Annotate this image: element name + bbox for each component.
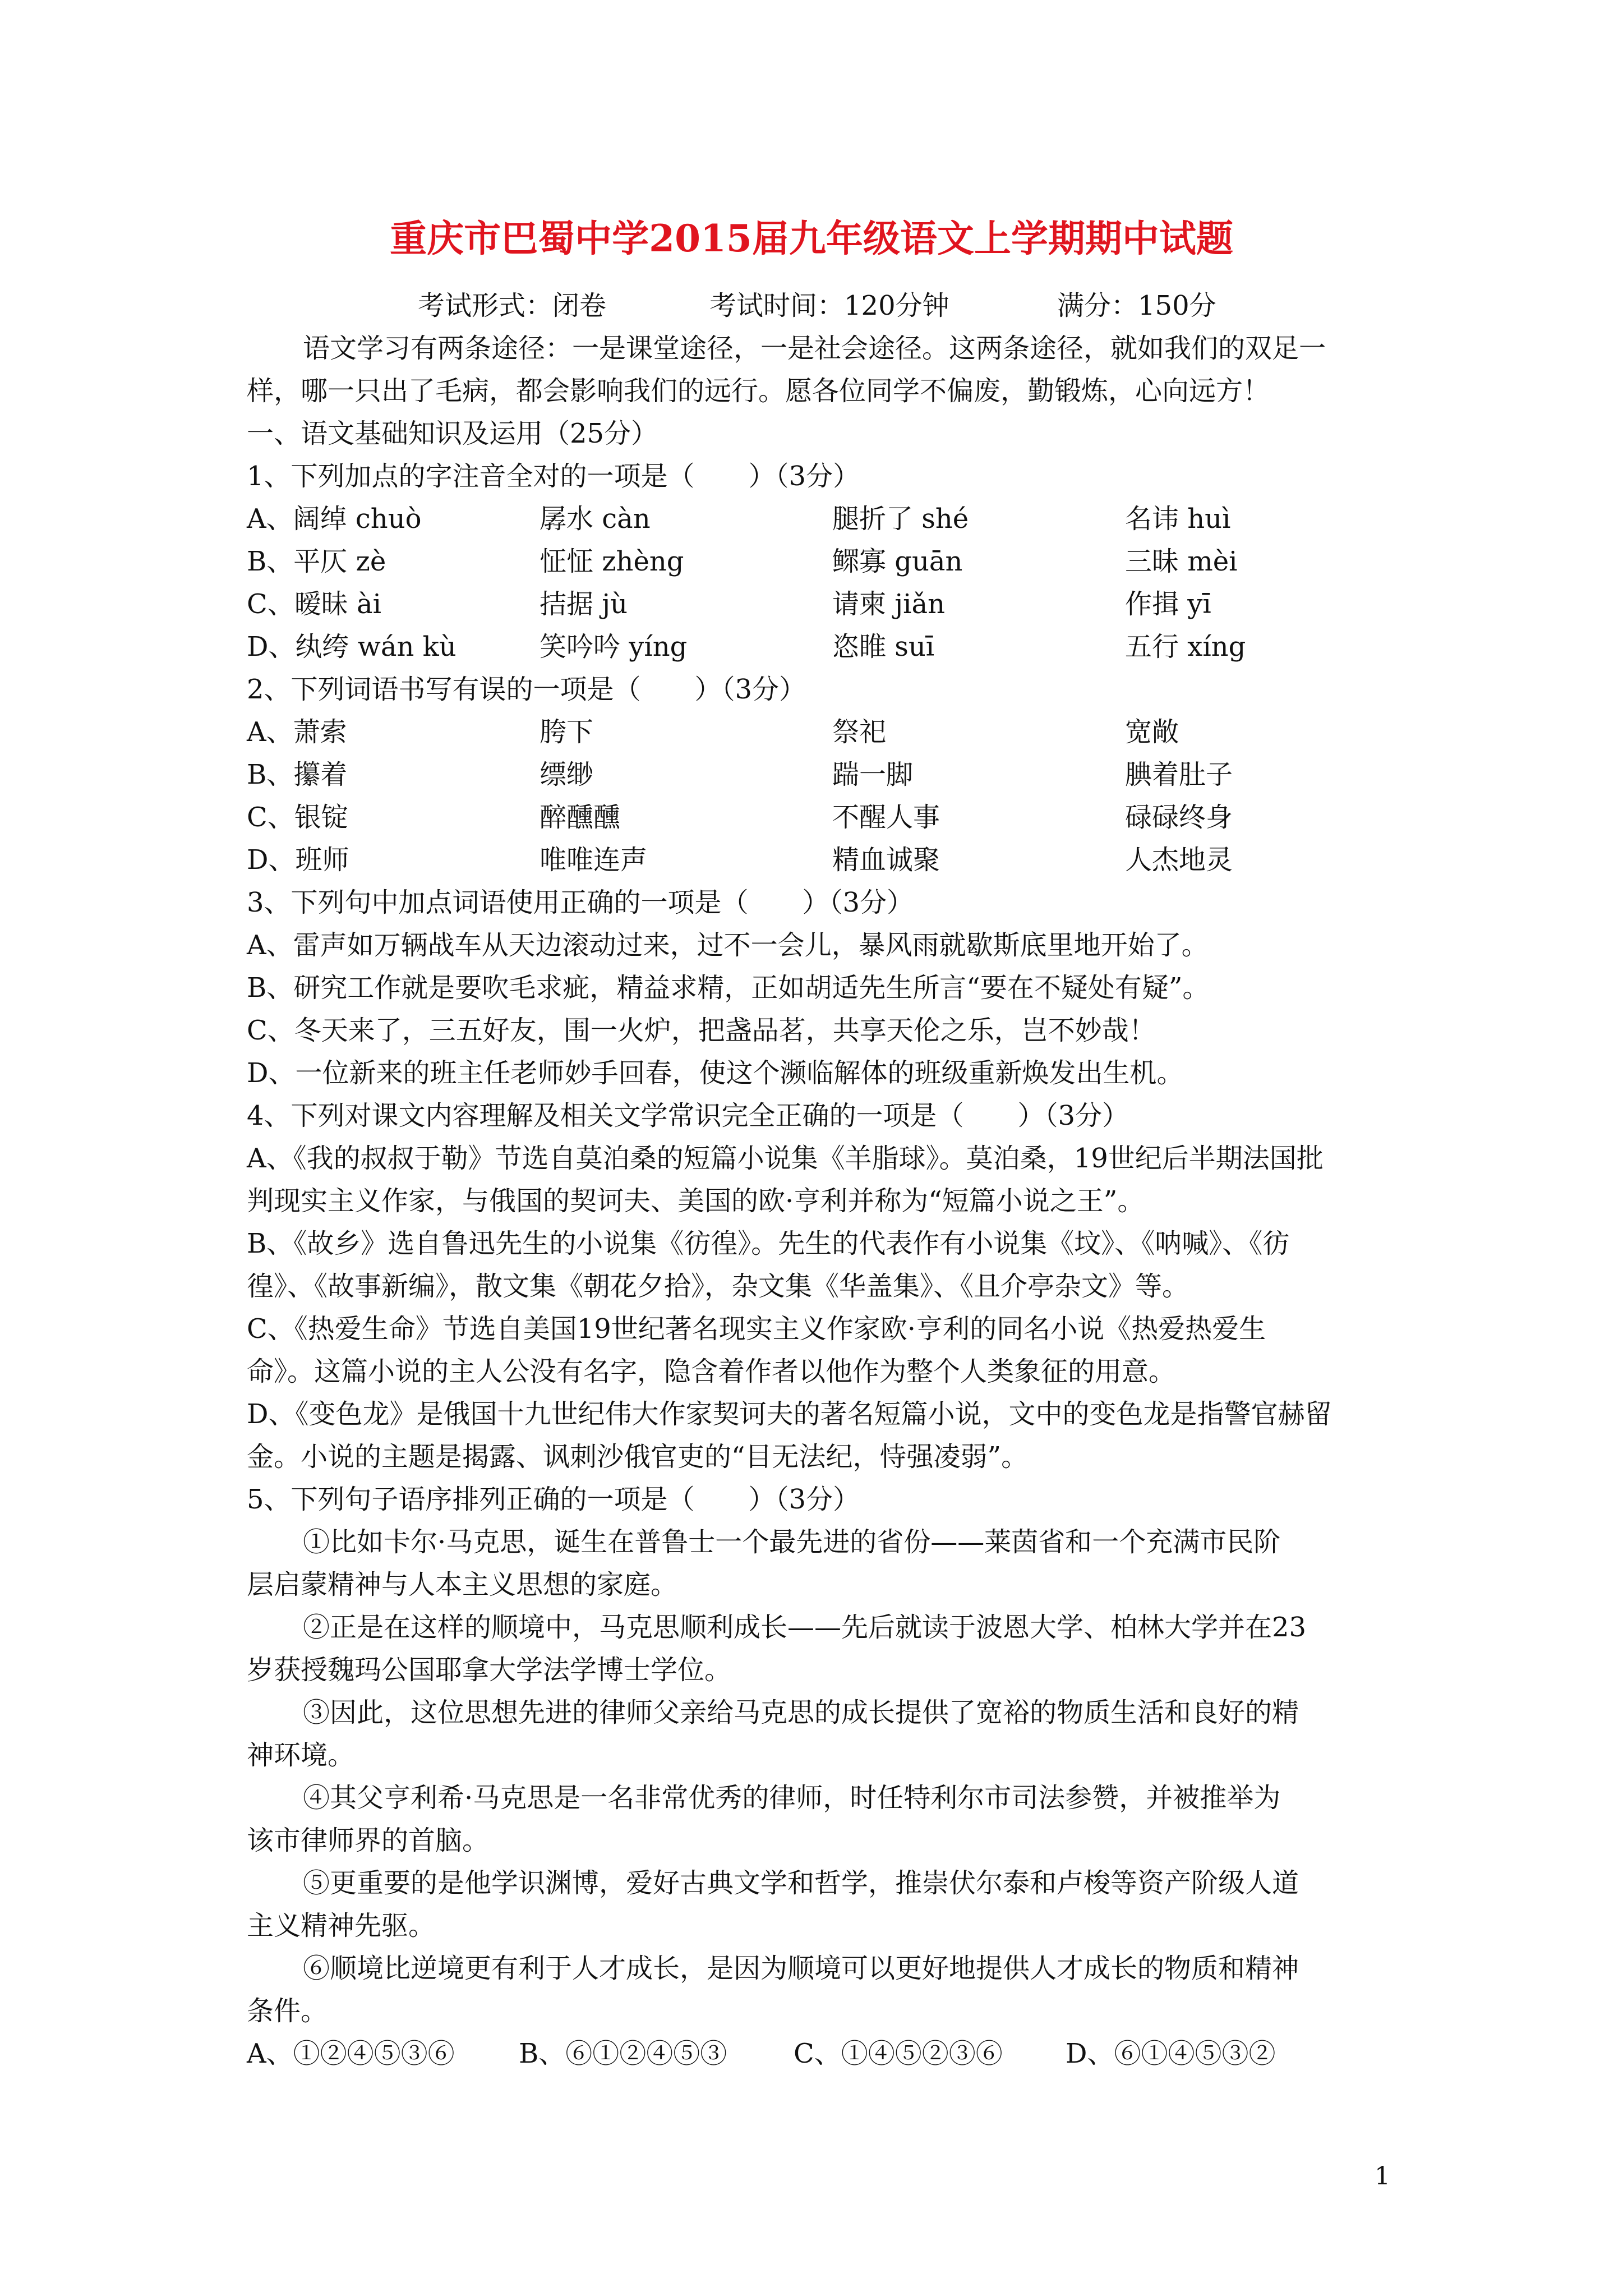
answer-option: C、①④⑤②③⑥ <box>794 2038 1003 2069</box>
answer-option: B、⑥①②④⑤③ <box>519 2038 727 2069</box>
exam-time: 考试时间：120分钟 <box>709 290 949 321</box>
option-row <box>247 625 1246 668</box>
option-cell: 唯唯连声 <box>540 844 648 876</box>
option-cell: 鳏寡 guān <box>832 546 963 577</box>
question-stem: 3、下列句中加点词语使用正确的一项是（ ）（3分） <box>247 887 914 918</box>
option-row <box>247 498 1230 540</box>
option-cell: 人杰地灵 <box>1125 844 1233 876</box>
option-row <box>247 711 1179 753</box>
exam-title: 重庆市巴蜀中学2015届九年级语文上学期期中试题 <box>390 217 1233 260</box>
option-cell: 作揖 yī <box>1125 588 1211 620</box>
option-cell: 孱水 càn <box>540 503 651 535</box>
intro-line: 语文学习有两条途径：一是课堂途径，一是社会途径。这两条途径，就如我们的双足一 <box>303 333 1326 364</box>
option-line: D、《变色龙》是俄国十九世纪伟大作家契诃夫的著名短篇小说，文中的变色龙是指警官赫留 <box>247 1398 1332 1430</box>
option-line: C、《热爱生命》节选自美国19世纪著名现实主义作家欧·亨利的同名小说《热爱热爱生 <box>247 1313 1266 1345</box>
sentence-line: ⑥顺境比逆境更有利于人才成长，是因为顺境可以更好地提供人才成长的物质和精神 <box>303 1953 1299 1984</box>
option-cell: 醉醺醺 <box>540 802 621 833</box>
answer-option: D、⑥①④⑤③② <box>1066 2038 1276 2069</box>
intro-line: 样，哪一只出了毛病，都会影响我们的远行。愿各位同学不偏废，勤锻炼，心向远方！ <box>247 375 1270 407</box>
sentence-line: ⑤更重要的是他学识渊博，爱好古典文学和哲学，推崇伏尔泰和卢梭等资产阶级人道 <box>303 1867 1299 1899</box>
sentence-line: 岁获授魏玛公国耶拿大学法学博士学位。 <box>247 1654 732 1686</box>
option-cell: 怔怔 zhèng <box>540 546 684 577</box>
option-cell: 名讳 huì <box>1125 503 1231 535</box>
sentence-line: 神环境。 <box>247 1740 355 1771</box>
sentence-line: ②正是在这样的顺境中，马克思顺利成长——先后就读于波恩大学、柏林大学并在23 <box>303 1612 1307 1643</box>
exam-form: 考试形式：闭卷 <box>418 290 607 321</box>
sentence-line: ④其父亨利希·马克思是一名非常优秀的律师，时任特利尔市司法参赞，并被推举为 <box>303 1782 1281 1814</box>
sentence-line: ③因此，这位思想先进的律师父亲给马克思的成长提供了宽裕的物质生活和良好的精 <box>303 1697 1299 1728</box>
sentence-line: 该市律师界的首脑。 <box>247 1825 490 1856</box>
option-cell: 三昧 mèi <box>1125 546 1238 577</box>
option-row <box>247 753 1233 796</box>
option-cell: 请柬 jiǎn <box>832 588 946 620</box>
option-cell: C、银锭 <box>247 802 348 833</box>
sentence-line: 条件。 <box>247 1995 328 2027</box>
option-cell: A、阔绰 chuò <box>247 503 422 535</box>
option-cell: B、平仄 zè <box>247 546 386 577</box>
option-cell: 恣睢 suī <box>832 631 935 662</box>
option-line: C、冬天来了，三五好友，围一火炉，把盏品茗，共享天伦之乐，岂不妙哉！ <box>247 1015 1156 1046</box>
option-line: A、雷声如万辆战车从天边滚动过来，过不一会儿，暴风雨就歇斯底里地开始了。 <box>247 930 1209 961</box>
question-stem: 5、下列句子语序排列正确的一项是（ ）（3分） <box>247 1484 860 1515</box>
option-cell: 腿折了 shé <box>832 503 969 535</box>
answer-row <box>247 2032 1276 2075</box>
question-stem: 4、下列对课文内容理解及相关文学常识完全正确的一项是（ ）（3分） <box>247 1100 1129 1131</box>
sentence-line: 层启蒙精神与人本主义思想的家庭。 <box>247 1569 678 1600</box>
option-line: 金。小说的主题是揭露、讽刺沙俄官吏的“目无法纪，恃强凌弱”。 <box>247 1441 1029 1473</box>
option-cell: 祭祀 <box>832 716 887 748</box>
option-cell: A、萧索 <box>247 716 347 748</box>
option-cell: 缥缈 <box>540 759 594 790</box>
option-line: 判现实主义作家，与俄国的契诃夫、美国的欧·亨利并称为“短篇小说之王”。 <box>247 1185 1145 1217</box>
option-cell: 笑吟吟 yíng <box>540 631 688 662</box>
answer-option: A、①②④⑤③⑥ <box>247 2038 455 2069</box>
option-cell: C、暧昧 ài <box>247 588 381 620</box>
question-stem: 2、下列词语书写有误的一项是（ ）（3分） <box>247 674 806 705</box>
option-line: B、研究工作就是要吹毛求疵，精益求精，正如胡适先生所言“要在不疑处有疑”。 <box>247 972 1210 1004</box>
exam-full-score: 满分：150分 <box>1057 290 1216 321</box>
option-line: A、《我的叔叔于勒》节选自莫泊桑的短篇小说集《羊脂球》。莫泊桑，19世纪后半期法国批 <box>247 1143 1324 1174</box>
option-row <box>247 583 1211 625</box>
option-row <box>247 839 1233 881</box>
exam-meta <box>418 283 1216 328</box>
option-line: 命》。这篇小说的主人公没有名字，隐含着作者以他作为整个人类象征的用意。 <box>247 1356 1176 1387</box>
option-cell: D、班师 <box>247 844 349 876</box>
option-cell: 五行 xíng <box>1125 631 1246 662</box>
option-line: 徨》、《故事新编》，散文集《朝花夕拾》，杂文集《华盖集》、《且介亭杂文》等。 <box>247 1271 1189 1302</box>
option-line: B、《故乡》选自鲁迅先生的小说集《彷徨》。先生的代表作有小说集《坟》、《呐喊》、《彷 <box>247 1228 1290 1259</box>
option-cell: 精血诚聚 <box>832 844 940 876</box>
option-cell: B、攥着 <box>247 759 348 790</box>
sentence-line: 主义精神先驱。 <box>247 1910 436 1941</box>
option-cell: D、纨绔 wán kù <box>247 631 457 662</box>
option-cell: 碌碌终身 <box>1125 802 1233 833</box>
question-stem: 1、下列加点的字注音全对的一项是（ ）（3分） <box>247 461 860 492</box>
option-cell: 腆着肚子 <box>1125 759 1233 790</box>
option-line: D、一位新来的班主任老师妙手回春，使这个濒临解体的班级重新焕发出生机。 <box>247 1057 1184 1089</box>
option-cell: 踹一脚 <box>832 759 914 790</box>
sentence-line: ①比如卡尔·马克思，诞生在普鲁士一个最先进的省份——莱茵省和一个充满市民阶 <box>303 1526 1281 1558</box>
option-row <box>247 796 1233 839</box>
page-number: 1 <box>1375 2162 1390 2191</box>
section-heading: 一、语文基础知识及运用（25分） <box>247 418 658 449</box>
option-cell: 拮据 jù <box>540 588 628 620</box>
option-cell: 胯下 <box>540 716 594 748</box>
option-row <box>247 540 1238 583</box>
option-cell: 不醒人事 <box>832 802 940 833</box>
option-cell: 宽敞 <box>1125 716 1179 748</box>
